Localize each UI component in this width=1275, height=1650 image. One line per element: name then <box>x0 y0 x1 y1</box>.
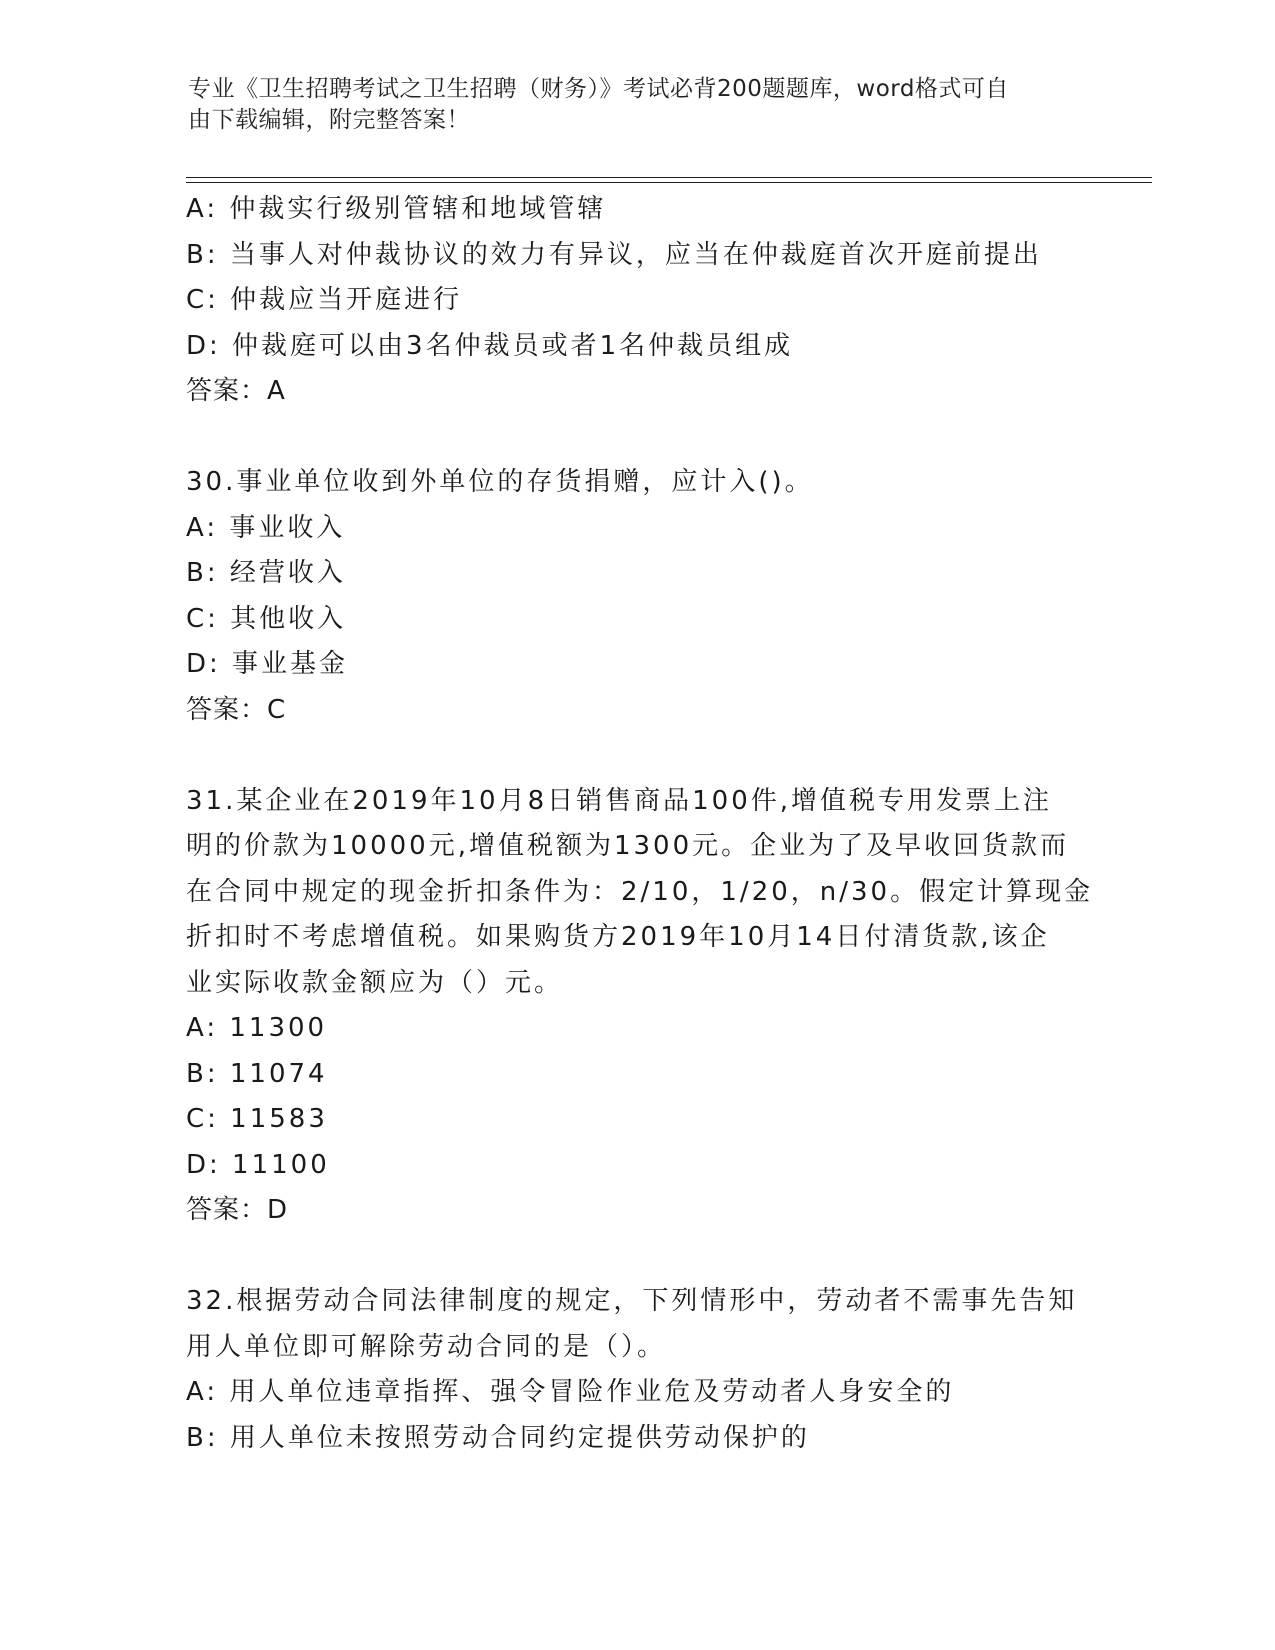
question-stem-line: 在合同中规定的现金折扣条件为：2/10，1/20，n/30。假定计算现金 <box>186 876 1094 907</box>
question-stem: 30.事业单位收到外单位的存货捐赠，应计入()。 <box>186 467 814 497</box>
option-b: B: 经营收入 <box>186 558 346 588</box>
spacer <box>186 1234 1086 1280</box>
spacer <box>186 415 1086 461</box>
header-divider-bottom <box>186 182 1152 183</box>
question-stem-line: 32.根据劳动合同法律制度的规定，下列情形中，劳动者不需事先告知 <box>186 1286 1078 1316</box>
option-a: A: 11300 <box>186 1013 328 1043</box>
question-stem-line: 业实际收款金额应为（）元。 <box>186 967 564 998</box>
option-a: A: 仲裁实行级别管辖和地域管辖 <box>186 194 607 224</box>
question-29 <box>186 187 1086 415</box>
question-stem-line: 折扣时不考虑增值税。如果购货方2019年10月14日付清货款,该企 <box>186 922 1050 952</box>
question-stem-line: 用人单位即可解除劳动合同的是（）。 <box>186 1331 667 1362</box>
option-d: D: 仲裁庭可以由3名仲裁员或者1名仲裁员组成 <box>186 330 794 361</box>
header-title-line-1: 专业《卫生招聘考试之卫生招聘（财务）》考试必背200题题库，word格式可自 <box>188 76 1009 102</box>
document-header <box>188 74 1078 136</box>
option-b: B: 用人单位未按照劳动合同约定提供劳动保护的 <box>186 1422 810 1453</box>
spacer <box>186 733 1086 779</box>
option-c: C: 11583 <box>186 1104 328 1134</box>
option-b: B: 当事人对仲裁协议的效力有异议，应当在仲裁庭首次开庭前提出 <box>186 239 1042 270</box>
answer: 答案：C <box>186 694 287 725</box>
question-list <box>186 187 1094 1461</box>
option-a: A: 用人单位违章指挥、强令冒险作业危及劳动者人身安全的 <box>186 1377 955 1407</box>
option-a: A: 事业收入 <box>186 512 346 543</box>
option-d: D: 事业基金 <box>186 649 349 679</box>
option-b: B: 11074 <box>186 1058 328 1089</box>
option-c: C: 仲裁应当开庭进行 <box>186 285 463 315</box>
header-title-line-2: 由下载编辑，附完整答案！ <box>188 107 470 133</box>
option-d: D: 11100 <box>186 1149 330 1180</box>
answer: 答案：A <box>186 376 286 406</box>
question-stem-line: 明的价款为10000元,增值税额为1300元。企业为了及早收回货款而 <box>186 831 1070 861</box>
question-30 <box>186 460 1086 733</box>
question-31 <box>186 779 1094 1234</box>
option-c: C: 其他收入 <box>186 603 347 634</box>
answer: 答案：D <box>186 1195 289 1225</box>
question-stem-line: 31.某企业在2019年10月8日销售商品100件,增值税专用发票上注 <box>186 785 1053 816</box>
question-32 <box>186 1279 1086 1461</box>
header-divider-top <box>186 177 1152 178</box>
